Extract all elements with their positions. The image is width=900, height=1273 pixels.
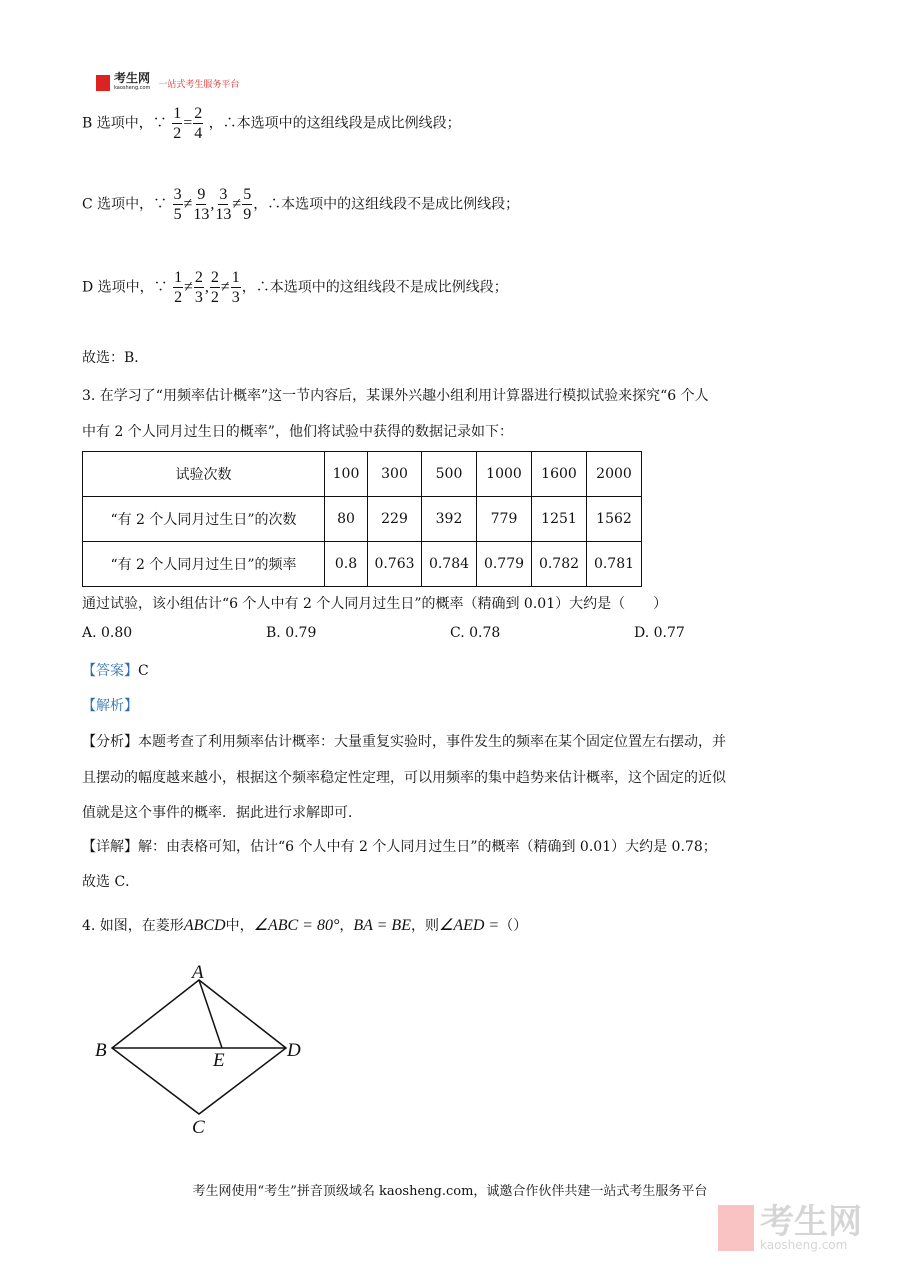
fraction: $\frac{1}{2}$ [174, 269, 183, 306]
table-cell: 100 [325, 452, 368, 497]
fraction: $\frac{2}{3}$ [194, 269, 203, 306]
watermark-logo-icon [718, 1205, 754, 1251]
fraction: $\frac{1}{2}$ [173, 105, 182, 142]
option-d: D. 0.77 [634, 625, 685, 641]
label-d: D [287, 1040, 301, 1061]
table-cell: 229 [368, 497, 422, 542]
fraction: $\frac{3}{5}$ [173, 186, 182, 223]
table-cell: 1251 [532, 497, 587, 542]
table-cell: 0.8 [325, 542, 368, 587]
table-cell: “有 2 个人同月过生日”的次数 [83, 497, 325, 542]
option-b: B. 0.79 [266, 625, 317, 641]
option-c: C. 0.78 [450, 625, 501, 641]
table-cell: 1000 [477, 452, 532, 497]
label-c: C [192, 1117, 205, 1138]
table-cell: 500 [422, 452, 477, 497]
fenxi-line1: 【分析】本题考查了利用频率估计概率：大量重复实验时，事件发生的频率在某个固定位置左右摆动，并 [82, 734, 726, 750]
label-a: A [192, 962, 204, 983]
table-cell: 0.784 [422, 542, 477, 587]
footer-text: 考生网使用“考生”拼音顶级域名 kaosheng.com，诚邀合作伙伴共建一站式考生服务平台 [192, 1184, 708, 1199]
table-cell: 300 [368, 452, 422, 497]
fraction: $\frac{2}{2}$ [210, 269, 219, 306]
analysis-label: 【解析】 [82, 698, 138, 714]
fenxi-line2: 且摆动的幅度越来越小，根据这个频率稳定性定理，可以用频率的集中趋势来估计概率，这个固定的近似 [82, 770, 726, 786]
choose-c: 故选 C． [82, 874, 140, 890]
label-b: B [95, 1040, 107, 1061]
xiangjie-line: 【详解】解：由表格可知，估计“6 个人中有 2 个人同月过生日”的概率（精确到 0.01）大约是 0.78； [82, 839, 717, 855]
table-cell: 2000 [587, 452, 642, 497]
table-cell: 1562 [587, 497, 642, 542]
q3-line2: 中有 2 个人同月过生日的概率”，他们将试验中获得的数据记录如下： [82, 424, 513, 440]
label-e: E [213, 1050, 225, 1071]
option-c-line: C 选项中，∵ $\frac{3}{5}$ ≠ $\frac{9}{13}$ , $\frac{3}{13}$ ≠ $\frac{5}{9}$ ，∴本选项中的这组线段不是成比例线段； [82, 186, 520, 223]
fraction: $\frac{3}{13}$ [215, 186, 232, 223]
table-cell: 392 [422, 497, 477, 542]
fraction: $\frac{1}{3}$ [231, 269, 240, 306]
table-cell: 0.763 [368, 542, 422, 587]
fenxi-line3: 值就是这个事件的概率．据此进行求解即可． [82, 805, 362, 821]
fraction: $\frac{2}{4}$ [194, 105, 203, 142]
logo-domain: kaosheng.com [114, 85, 151, 91]
table-cell: 779 [477, 497, 532, 542]
table-cell: 80 [325, 497, 368, 542]
rhombus-abcd [112, 980, 286, 1114]
q3-line1: 3. 在学习了“用频率估计概率”这一节内容后，某课外兴趣小组利用计算器进行模拟试验来探究“6 个人 [82, 388, 709, 404]
fraction: $\frac{9}{13}$ [193, 186, 210, 223]
table-cell: 试验次数 [83, 452, 325, 497]
fraction: $\frac{5}{9}$ [243, 186, 252, 223]
table-cell: 0.781 [587, 542, 642, 587]
option-a: A. 0.80 [82, 625, 133, 641]
choose-b: 故选：B． [82, 350, 149, 366]
option-b-line: B 选项中，∵ $\frac{1}{2}$ = $\frac{2}{4}$ ，∴本选项中的这组线段是成比例线段； [82, 105, 461, 142]
table-cell: “有 2 个人同月过生日”的频率 [83, 542, 325, 587]
answer-line: 【答案】C [82, 663, 149, 679]
q3-question: 通过试验，该小组估计“6 个人中有 2 个人同月过生日”的概率（精确到 0.01）大约是（ ） [82, 596, 668, 612]
header-slogan: 一站式考生服务平台 [158, 79, 240, 90]
option-d-line: D 选项中，∵ $\frac{1}{2}$ ≠ $\frac{2}{3}$ , $\frac{2}{2}$ ≠ $\frac{1}{3}$ ，∴本选项中的这组线段不是成比例线段； [82, 269, 508, 306]
q4-line: 4. 如图，在菱形ABCD中，∠ABC = 80°，BA = BE，则∠AED =（） [82, 917, 528, 934]
table-cell: 0.779 [477, 542, 532, 587]
table-cell: 1600 [532, 452, 587, 497]
table-cell: 0.782 [532, 542, 587, 587]
segment-ae [199, 980, 222, 1048]
watermark: 考生网 kaosheng.com [718, 1205, 862, 1251]
logo-brand: 考生网 [114, 71, 151, 85]
